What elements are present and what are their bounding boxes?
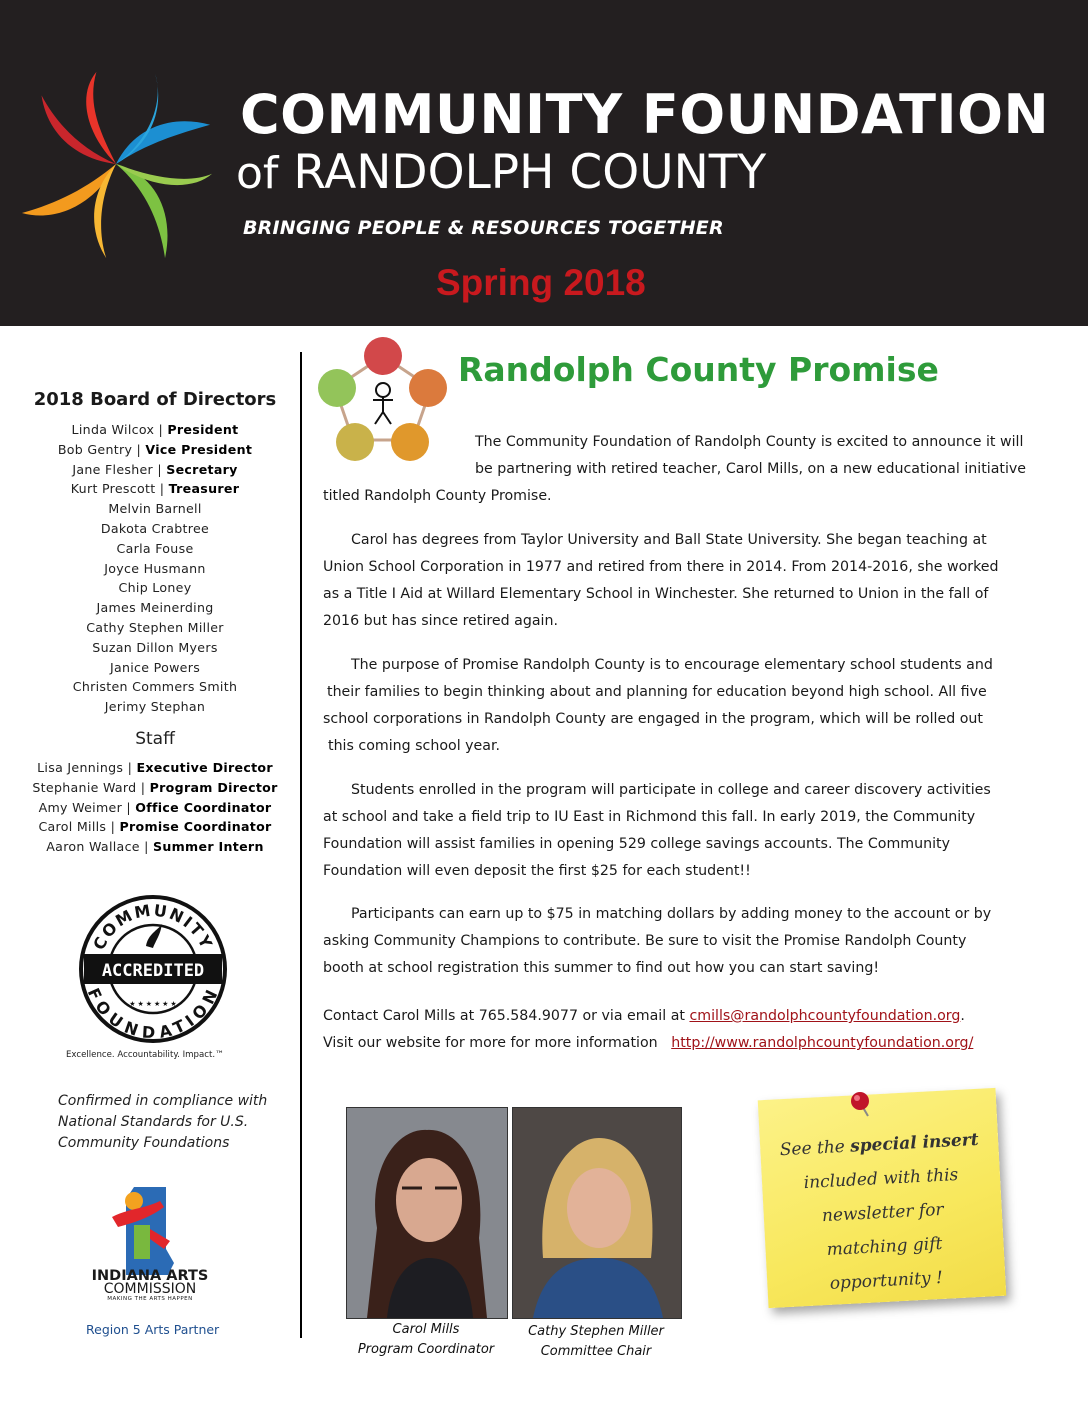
board-member-row xyxy=(0,677,310,697)
board-member-row xyxy=(0,578,310,598)
org-name-line2 xyxy=(236,144,936,203)
indiana-arts-line2: COMMISSION xyxy=(103,1281,197,1297)
board-member-role: Secretary xyxy=(166,461,238,477)
staff-member-name: Carol Mills | xyxy=(38,819,116,835)
board-member-role: President xyxy=(167,422,239,437)
article-line: this coming school year. xyxy=(328,738,501,754)
board-list xyxy=(0,420,310,717)
staff-member-role: Executive Director xyxy=(136,760,273,775)
staff-member-row xyxy=(0,758,310,778)
website-link[interactable]: http://www.randolphcountyfoundation.org/ xyxy=(671,1035,974,1051)
org-name-county: RANDOLPH COUNTY xyxy=(293,145,767,200)
article-line: The purpose of Promise Randolph County is to encourage elementary school students and xyxy=(351,657,993,673)
website-line xyxy=(323,1030,973,1057)
article-line: their families to begin thinking about and planning for education beyond high school. All five xyxy=(327,684,987,700)
board-member-name: Joyce Husmann xyxy=(104,560,206,576)
org-name-line1: COMMUNITY FOUNDATION xyxy=(240,83,1050,146)
board-member-name: Dakota Crabtree xyxy=(100,520,210,536)
svg-text:★ ★ ★ ★ ★ ★: ★ ★ ★ ★ ★ ★ xyxy=(129,1001,177,1008)
caption-carol xyxy=(346,1320,506,1360)
article-line: Carol has degrees from Taylor University and Ball State University. She began teaching at xyxy=(351,532,987,548)
foundation-pinwheel-logo xyxy=(18,66,214,262)
photo-carol-mills xyxy=(346,1107,508,1319)
article-title: Randolph County Promise xyxy=(458,350,939,389)
indiana-arts-name xyxy=(84,1270,216,1303)
sticky-line5: opportunity ! xyxy=(829,1267,944,1294)
staff-member-name: Aaron Wallace | xyxy=(46,839,149,855)
sidebar xyxy=(0,326,300,1408)
caption-name: Carol Mills xyxy=(392,1322,460,1337)
masthead xyxy=(0,0,1088,326)
portrait-placeholder xyxy=(347,1108,507,1318)
board-member-row xyxy=(0,460,310,480)
column-divider xyxy=(300,352,302,1338)
contact-email-link[interactable]: cmills@randolphcountyfoundation.org xyxy=(689,1008,961,1024)
board-member-row xyxy=(0,499,310,519)
staff-member-name: Lisa Jennings | xyxy=(37,760,133,775)
issue-label: Spring 2018 xyxy=(436,262,646,303)
article-line: Foundation will assist families in opening 529 college savings accounts. The Community xyxy=(323,836,950,852)
org-name-of: of xyxy=(236,148,279,199)
staff-member-name: Amy Weimer | xyxy=(38,799,131,815)
article-line: at school and take a field trip to IU East in Richmond this fall. In early 2019, the Community xyxy=(323,809,976,825)
board-member-name: Carla Fouse xyxy=(116,540,194,556)
staff-member-row xyxy=(0,837,310,857)
seal-top-text: COMMUNITY xyxy=(89,900,217,953)
caption-name: Cathy Stephen Miller xyxy=(528,1324,664,1339)
board-member-row xyxy=(0,479,310,499)
staff-member-row xyxy=(0,778,310,798)
article-line: 2016 but has since retired again. xyxy=(323,613,558,629)
caption-title: Program Coordinator xyxy=(357,1342,495,1357)
board-member-row xyxy=(0,539,310,559)
article-line: Students enrolled in the program will participate in college and career discovery activities xyxy=(351,782,991,798)
article-line: Participants can earn up to $75 in matching dollars by adding money to the account or by xyxy=(351,906,992,922)
board-member-role: Treasurer xyxy=(168,481,240,497)
board-member-row xyxy=(0,638,310,658)
promise-circle-graphic xyxy=(313,336,453,466)
board-member-row xyxy=(0,598,310,618)
caption-cathy xyxy=(508,1322,684,1362)
article-line: as a Title I Aid at Willard Elementary School in Winchester. She returned to Union in the fall of xyxy=(323,586,989,602)
staff-member-role: Summer Intern xyxy=(153,839,264,855)
article-line: be partnering with retired teacher, Carol Mills, on a new educational initiative xyxy=(475,461,1027,477)
staff-member-role: Promise Coordinator xyxy=(119,819,272,835)
board-member-name: James Meinerding xyxy=(96,600,214,616)
board-member-name: Janice Powers xyxy=(109,659,201,675)
board-member-name: Chip Loney xyxy=(118,580,192,596)
board-member-name: Jerimy Stephan xyxy=(104,699,206,715)
board-member-row xyxy=(0,440,310,460)
board-member-row xyxy=(0,559,310,579)
sticky-note xyxy=(758,1088,1007,1308)
board-member-role: Vice President xyxy=(145,441,253,457)
sticky-line4: matching gift xyxy=(826,1233,943,1260)
board-member-name: Jane Flesher | xyxy=(72,461,162,477)
article-line: The Community Foundation of Randolph County is excited to announce it will xyxy=(475,434,1024,450)
sticky-line2: included with this xyxy=(803,1164,959,1194)
photo-cathy-stephen-miller xyxy=(512,1107,682,1319)
board-member-row xyxy=(0,697,310,717)
board-member-name: Melvin Barnell xyxy=(108,501,202,517)
contact-line xyxy=(323,1003,965,1030)
tagline: BRINGING PEOPLE & RESOURCES TOGETHER xyxy=(243,217,724,239)
seal-bottom-text: FOUNDATION xyxy=(83,985,223,1043)
article-line: asking Community Champions to contribute. Be sure to visit the Promise Randolph County xyxy=(323,933,967,949)
board-member-name: Bob Gentry | xyxy=(57,441,142,457)
sticky-line3: newsletter for xyxy=(821,1199,945,1227)
staff-member-name: Stephanie Ward | xyxy=(32,779,146,795)
portrait-placeholder xyxy=(513,1108,681,1318)
seal-center-text: ACCREDITED xyxy=(101,961,205,981)
board-member-name: Cathy Stephen Miller xyxy=(86,619,224,635)
indiana-arts-slogan: MAKING THE ARTS HAPPEN xyxy=(107,1296,193,1302)
board-member-row xyxy=(0,519,310,539)
board-member-row xyxy=(0,618,310,638)
sticky-line1a: See the xyxy=(779,1136,846,1161)
board-heading: 2018 Board of Directors xyxy=(33,389,277,410)
caption-title: Committee Chair xyxy=(540,1344,652,1359)
website-prefix: Visit our website for more for more information xyxy=(323,1035,658,1051)
board-member-name: Kurt Prescott | xyxy=(70,481,165,497)
staff-heading: Staff xyxy=(135,729,175,749)
board-member-row xyxy=(0,420,310,440)
pushpin-icon xyxy=(846,1090,876,1120)
article-line: Foundation will even deposit the first $25 for each student!! xyxy=(323,863,751,879)
staff-member-row xyxy=(0,798,310,818)
article-line: Union School Corporation in 1977 and retired from there in 2014. From 2014-2016, she worked xyxy=(323,559,999,575)
sticky-note-text xyxy=(759,1122,1006,1304)
staff-member-role: Program Director xyxy=(149,779,278,795)
board-member-row xyxy=(0,658,310,678)
seal-motto: Excellence. Accountability. Impact.™ xyxy=(66,1050,224,1060)
staff-list xyxy=(0,758,310,857)
sticky-line1b: special insert xyxy=(849,1129,980,1157)
article-line: titled Randolph County Promise. xyxy=(323,488,552,504)
article-line: school corporations in Randolph County are engaged in the program, which will be rolled out xyxy=(323,711,983,727)
staff-member-role: Office Coordinator xyxy=(135,799,272,815)
contact-prefix: Contact Carol Mills at 765.584.9077 or via email at xyxy=(323,1008,685,1024)
compliance-note: Confirmed in compliance with National Standards for U.S. Community Foundations xyxy=(58,1093,268,1151)
board-member-name: Linda Wilcox | xyxy=(71,422,164,437)
board-member-name: Christen Commers Smith xyxy=(72,679,238,695)
indiana-arts-line1: INDIANA ARTS xyxy=(91,1268,209,1284)
contact-suffix: . xyxy=(960,1008,965,1024)
region-partner: Region 5 Arts Partner xyxy=(86,1322,220,1337)
article-line: booth at school registration this summer to find out how you can start saving! xyxy=(323,960,880,976)
board-member-name: Suzan Dillon Myers xyxy=(92,639,218,655)
accredited-seal xyxy=(78,894,228,1044)
staff-member-row xyxy=(0,817,310,837)
